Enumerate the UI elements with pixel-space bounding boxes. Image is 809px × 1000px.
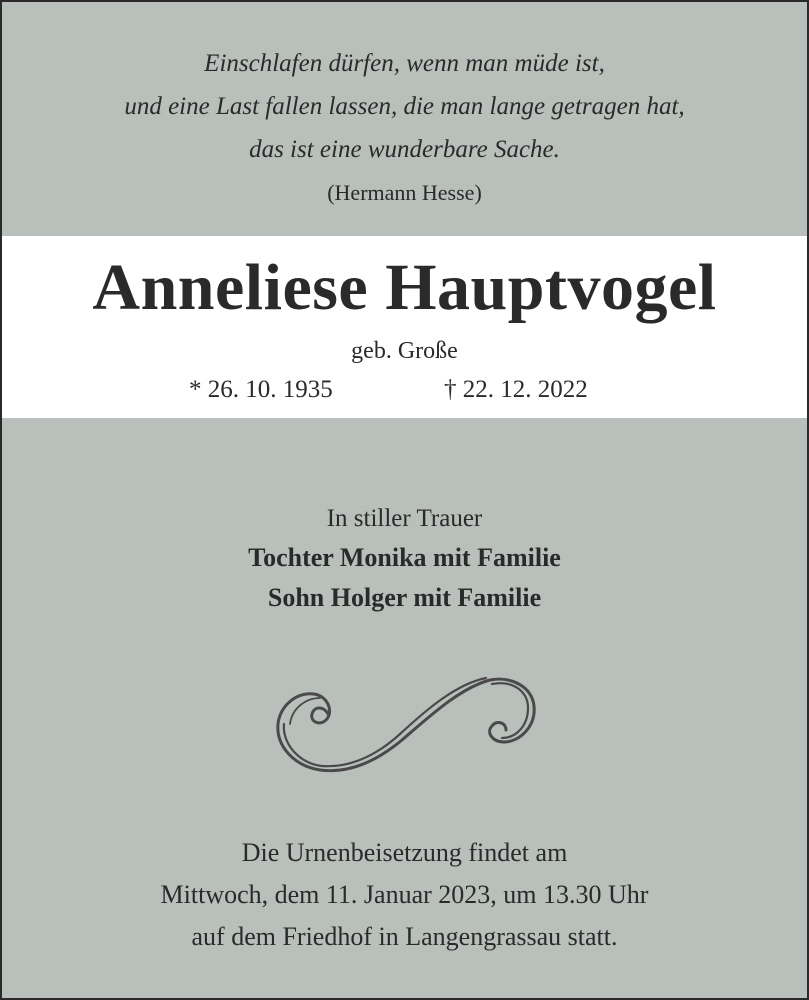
quote-block (2, 42, 807, 215)
mourner-family: Tochter Monika mit Familie (248, 543, 561, 572)
quote-author: (Hermann Hesse) (327, 180, 482, 205)
mourning-intro: In stiller Trauer (326, 505, 483, 532)
burial-line: Mittwoch, dem 11. Januar 2023, um 13.30 Uhr (160, 880, 649, 909)
birth-name: geb. Große (351, 338, 458, 364)
mourners-block (2, 500, 807, 618)
deceased-name: Anneliese Hauptvogel (92, 251, 717, 324)
burial-line: auf dem Friedhof in Langengrassau statt. (191, 922, 618, 951)
quote-line: Einschlafen dürfen, wenn man müde ist, (204, 50, 605, 77)
mourner-family: Sohn Holger mit Familie (267, 583, 542, 612)
quote-line: das ist eine wunderbare Sache. (249, 136, 560, 163)
quote-line: und eine Last fallen lassen, die man lange getragen hat, (124, 93, 685, 120)
swirl-ornament-icon (270, 670, 542, 778)
burial-info (2, 832, 807, 958)
birth-date: * 26. 10. 1935 (189, 376, 333, 403)
name-band (2, 236, 807, 418)
death-date: † 22. 12. 2022 (444, 376, 588, 403)
burial-line: Die Urnenbeisetzung findet am (241, 838, 568, 867)
